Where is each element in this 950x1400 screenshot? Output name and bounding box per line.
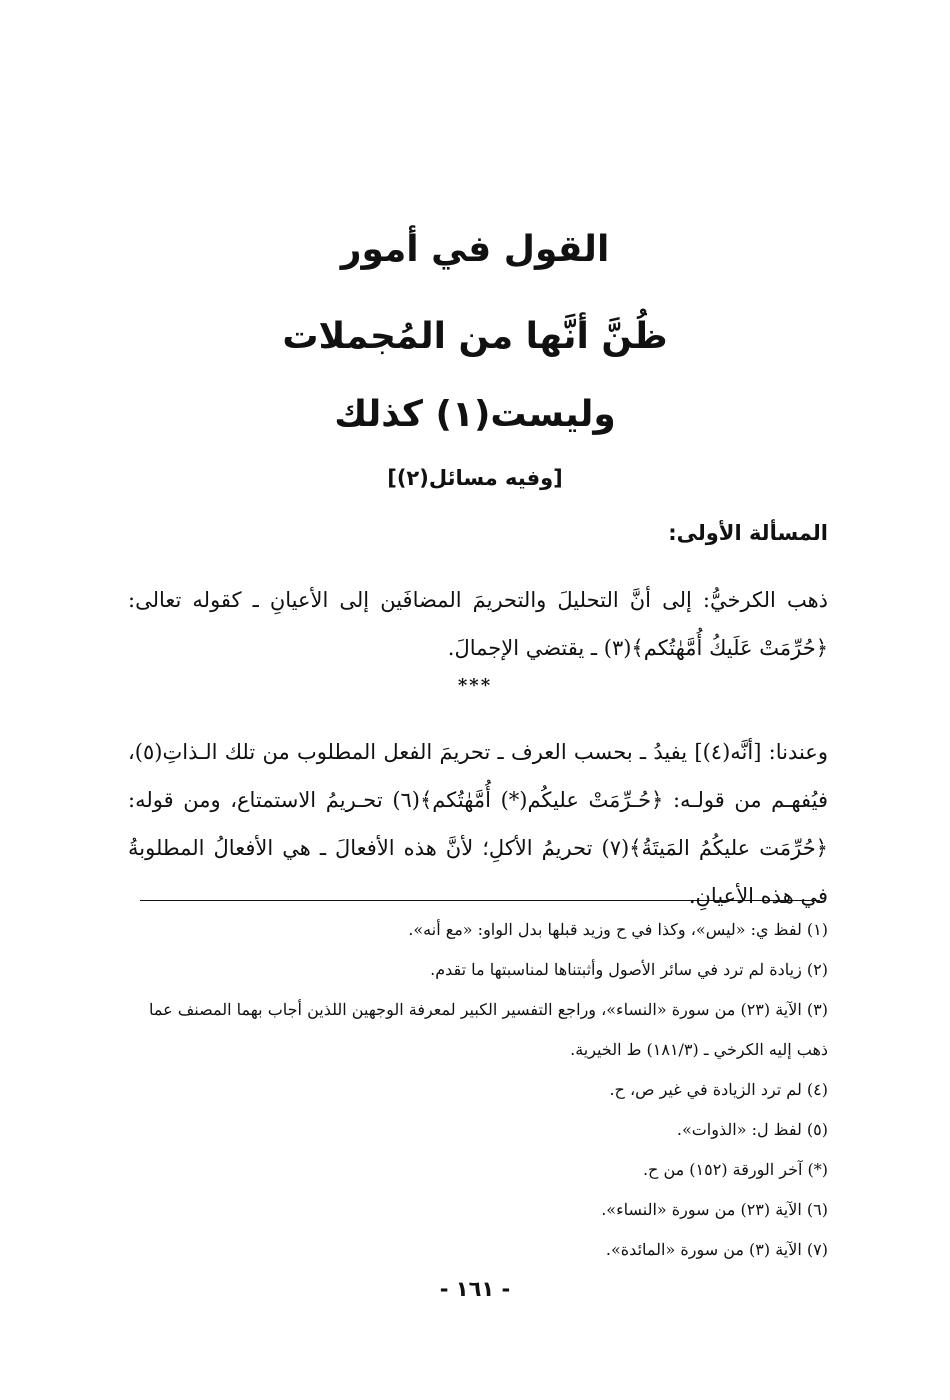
footnote-2: (٢) زيادة لم ترد في سائر الأصول وأثبتناها لمناسبتها ما تقدم. xyxy=(430,960,828,979)
paragraph-our-view: وعندنا: [أنَّه(٤)] يفيدُ ـ بحسب العرف ـ تحريمَ الفعل المطلوب من تلك الـذاتِ(٥)، فيُفهـم من قولـه: ﴿حُـرِّمَتْ عليكُم(*) أُمَّهٰتُكم﴾(٦) تحـريمُ الاستمتاع، ومن قوله: ﴿حُرِّمَت عليكُمُ المَيتَةُ﴾(٧) تحريمُ الأكلِ؛ لأنَّ هذه الأفعالَ ـ هي الأفعالُ المطلوبةُ في هذه الأعيانِ. xyxy=(128,740,828,908)
page-number: - ١٦١ - xyxy=(439,1277,511,1301)
paragraph-first-issue: ذهب الكرخيُّ: إلى أنَّ التحليلَ والتحريمَ المضافَين إلى الأعيانِ ـ كقوله تعالى: ﴿حُرِّمَتْ عَلَيكُ أُمَّهٰتُكم﴾(٣) ـ يقتضي الإجمالَ. xyxy=(128,588,828,660)
footnote-5: (٥) لفظ ل: «الذوات». xyxy=(676,1120,828,1139)
footnote-4: (٤) لم ترد الزيادة في غير ص، ح. xyxy=(609,1080,828,1099)
chapter-subheading: [وفيه مسائل(٢)] xyxy=(387,466,563,490)
chapter-title-line-1: القول في أمور xyxy=(340,229,610,270)
footnote-1: (١) لفظ ي: «ليس»، وكذا في ح وزيد قبلها بدل الواو: «مع أنه». xyxy=(408,920,828,939)
footnote-folio: (*) آخر الورقة (١٥٢) من ح. xyxy=(642,1160,828,1179)
footnote-7: (٧) الآية (٣) من سورة «المائدة». xyxy=(605,1240,828,1259)
section-separator: *** xyxy=(457,675,493,696)
chapter-title-line-3: وليست(١) كذلك xyxy=(334,394,616,435)
chapter-title-line-2: ظُنَّ أنَّها من المُجملات xyxy=(282,316,668,357)
issue-title: المسألة الأولى: xyxy=(668,521,828,545)
footnote-divider xyxy=(140,900,820,901)
footnotes xyxy=(128,910,828,1270)
footnote-3: (٣) الآية (٢٣) من سورة «النساء»، وراجع التفسير الكبير لمعرفة الوجهين اللذين أجاب بهما المصنف عما ذهب إليه الكرخي ـ (١٨١/٣) ط الخيرية. xyxy=(148,1000,828,1059)
footnote-6: (٦) الآية (٢٣) من سورة «النساء». xyxy=(601,1200,828,1219)
